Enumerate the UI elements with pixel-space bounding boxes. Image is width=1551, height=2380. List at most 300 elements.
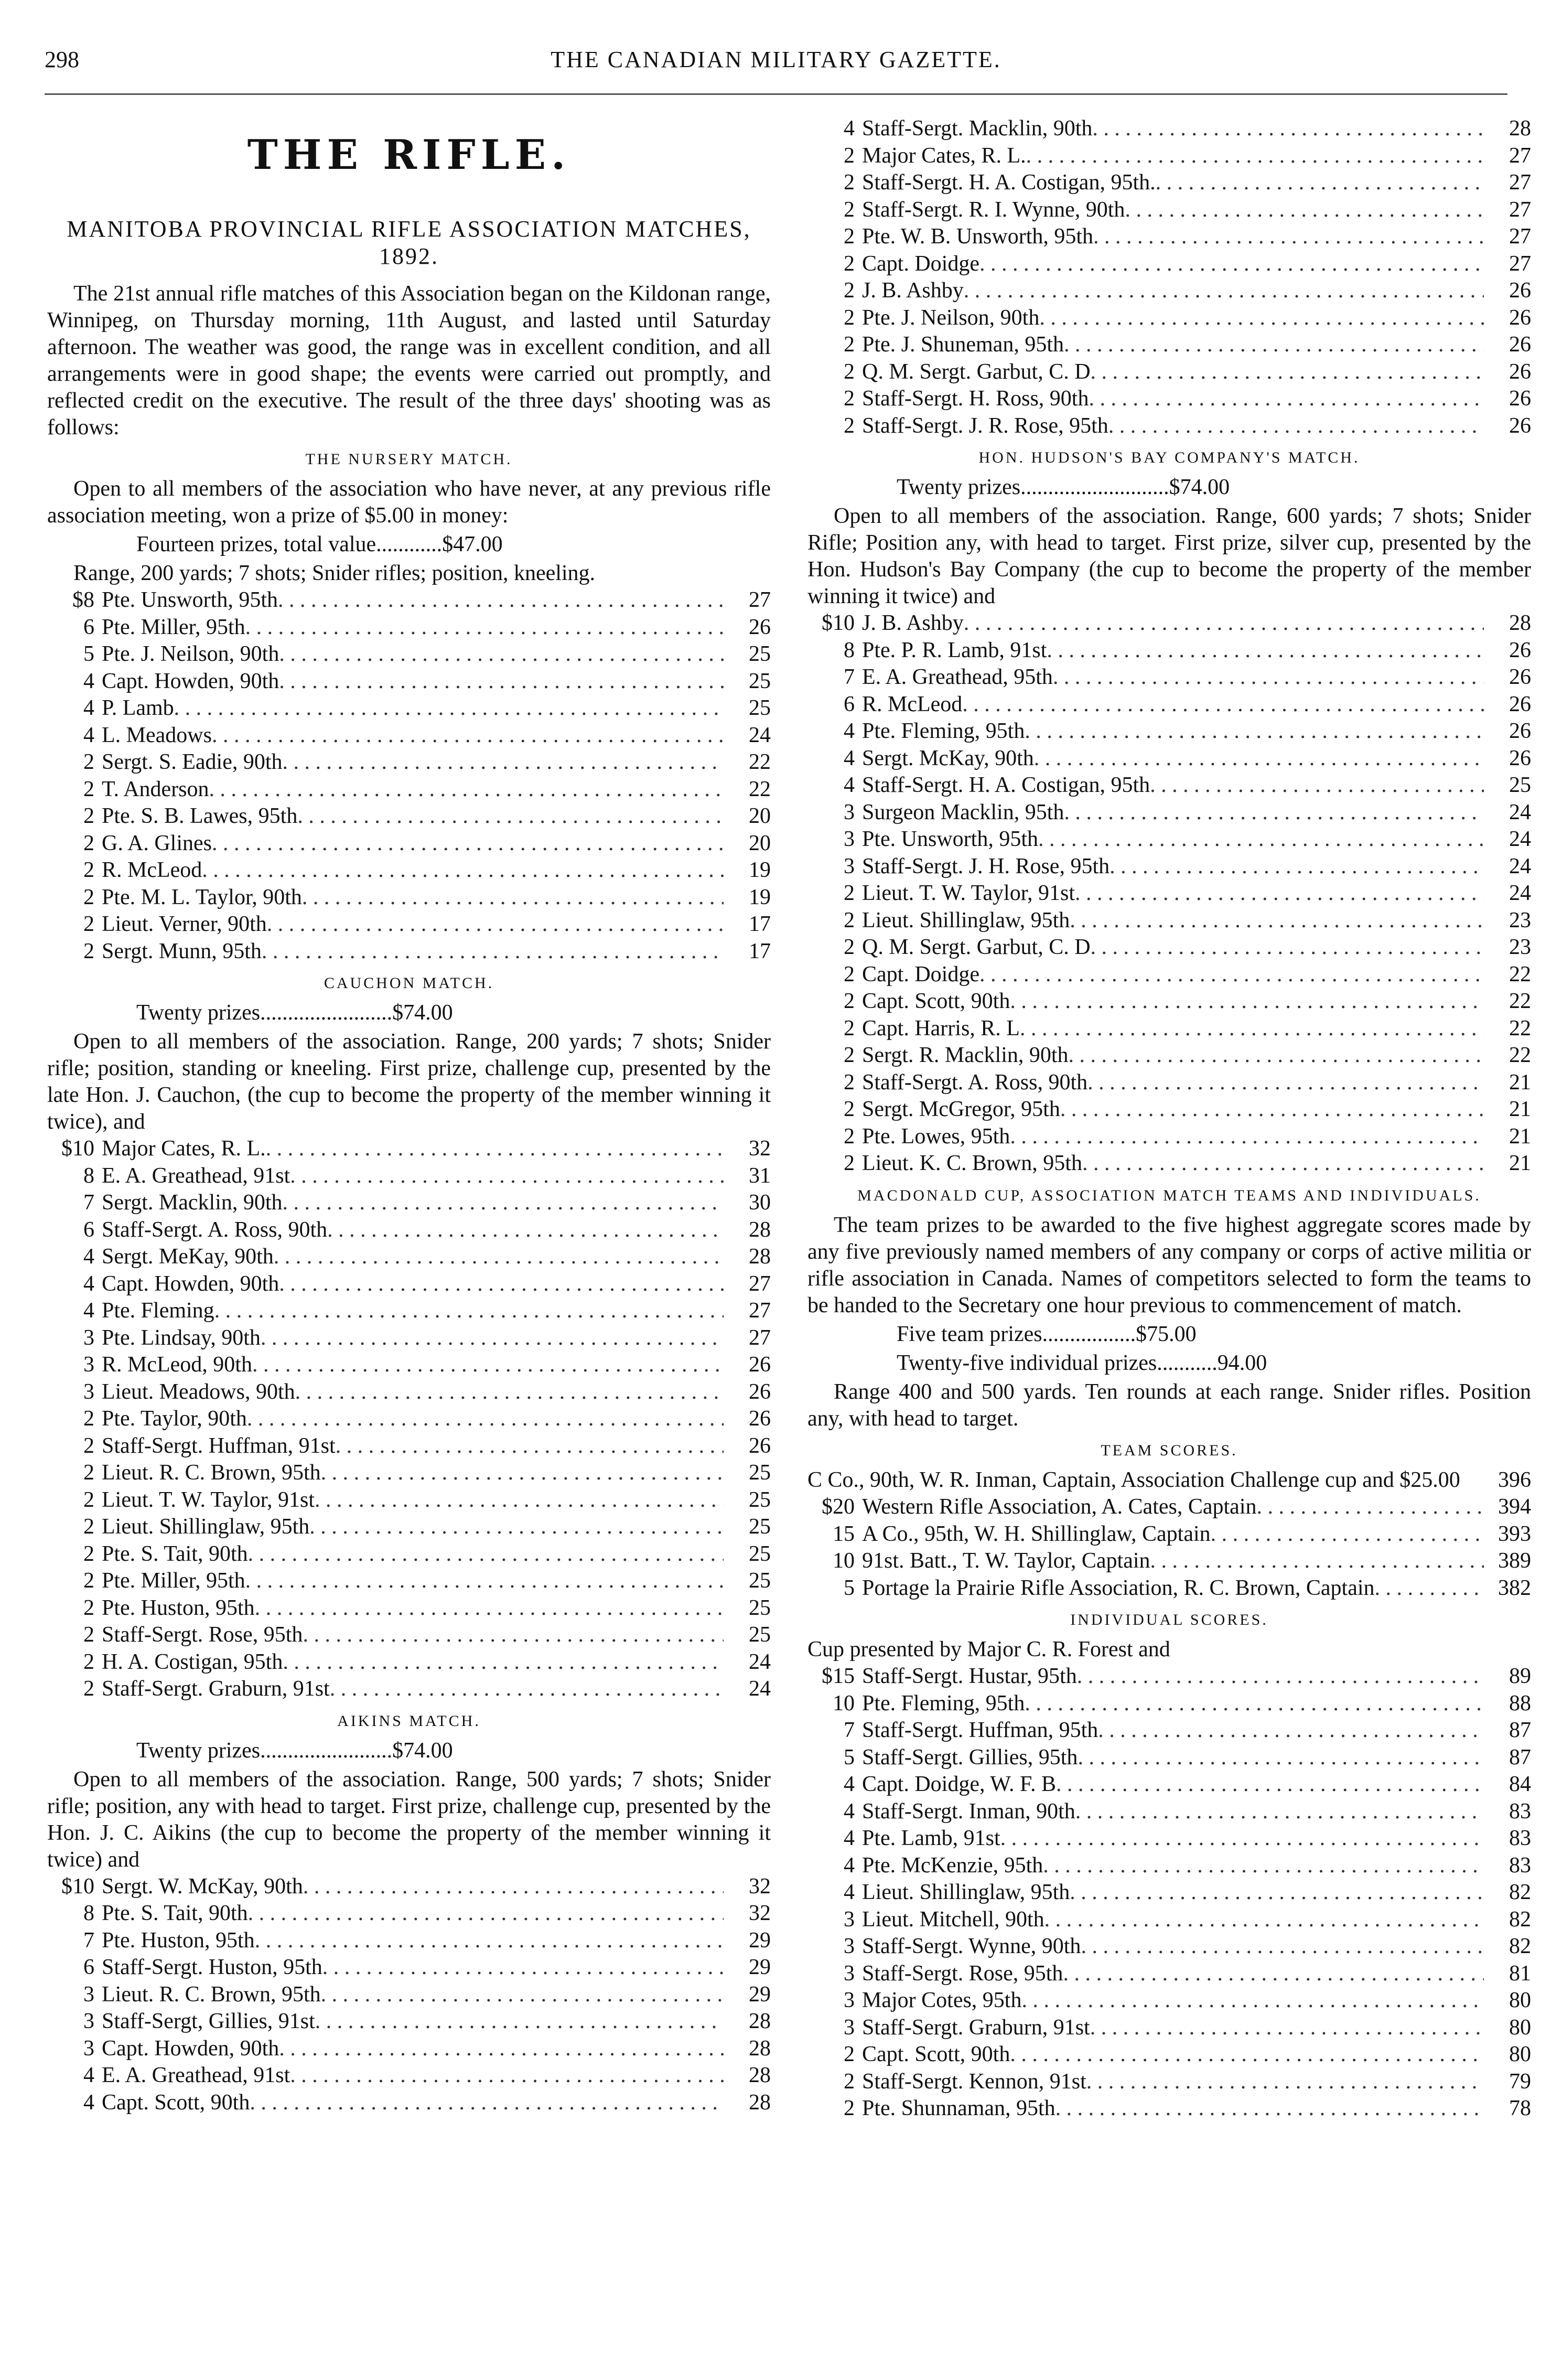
score-value: 28 bbox=[749, 2036, 771, 2061]
competitor-name: Staff-Sergt. Hustar, 95th bbox=[862, 1664, 1077, 1688]
competitor-name: Staff-Sergt. Huffman, 91st bbox=[102, 1433, 336, 1458]
prize-amount: 4 bbox=[83, 669, 94, 693]
result-row bbox=[807, 1150, 1531, 1177]
score-value: 25 bbox=[749, 696, 771, 720]
dot-leader bbox=[255, 1927, 724, 1955]
prize-amount: 15 bbox=[833, 1521, 855, 1546]
dot-leader bbox=[267, 911, 724, 938]
score-value: 25 bbox=[1509, 773, 1531, 797]
score-value: 27 bbox=[1509, 251, 1531, 276]
dot-leader bbox=[174, 695, 724, 722]
prize-amount: 2 bbox=[83, 1623, 94, 1647]
result-row bbox=[807, 2095, 1531, 2122]
prize-amount: 3 bbox=[844, 1988, 855, 2012]
dot-leader bbox=[248, 1900, 724, 1927]
prize-amount: $10 bbox=[61, 1874, 94, 1899]
dot-leader bbox=[1070, 1879, 1484, 1906]
nursery-open: Open to all members of the association who have never, at any previous rifle association meeting, won a prize of $5.00 in money: bbox=[47, 477, 771, 528]
result-row bbox=[47, 1487, 771, 1514]
prize-amount: 7 bbox=[844, 1718, 855, 1742]
score-value: 24 bbox=[1509, 800, 1531, 824]
prize-amount: $10 bbox=[61, 1137, 94, 1161]
prize-amount: 2 bbox=[83, 1541, 94, 1566]
result-row bbox=[807, 2041, 1531, 2068]
competitor-name: 91st. Batt., T. W. Taylor, Captain bbox=[862, 1549, 1150, 1573]
prize-amount: 2 bbox=[844, 224, 855, 249]
score-value: 25 bbox=[749, 1487, 771, 1512]
prize-amount: 2 bbox=[844, 1151, 855, 1175]
prize-amount: 2 bbox=[844, 1016, 855, 1041]
aikins-results bbox=[47, 1873, 771, 2117]
cauchon-open: Open to all members of the association. Range, 200 yards; 7 shots; Snider rifle; position, standing or kneeling. First prize, challenge cup, presented by the late Hon. J. Cauchon, (the cup to become the property of the member winning it twice), and bbox=[47, 1030, 771, 1134]
result-row bbox=[807, 1575, 1531, 1602]
score-value: 23 bbox=[1509, 908, 1531, 932]
prize-amount: 2 bbox=[844, 143, 855, 168]
competitor-name: Pte. J. Neilson, 90th bbox=[102, 642, 279, 666]
macdonald-individual-prizes: Twenty-five individual prizes...........94.00 bbox=[897, 1350, 1267, 1375]
dot-leader bbox=[1077, 1663, 1484, 1690]
result-row bbox=[47, 1927, 771, 1955]
competitor-name: Staff-Sergt. R. I. Wynne, 90th bbox=[862, 197, 1125, 222]
competitor-name: Western Rifle Association, A. Cates, Captain bbox=[862, 1495, 1257, 1519]
competitor-name: Staff-Sergt. Rose, 95th bbox=[102, 1623, 303, 1647]
hudson-heading: HON. HUDSON'S BAY COMPANY'S MATCH. bbox=[978, 449, 1360, 466]
competitor-name: Staff-Sergt. Rose, 95th bbox=[862, 1961, 1063, 1986]
score-value: 17 bbox=[749, 939, 771, 963]
score-value: 22 bbox=[749, 777, 771, 801]
score-value: 28 bbox=[1509, 611, 1531, 635]
score-value: 24 bbox=[1509, 827, 1531, 851]
competitor-name: R. McLeod, 90th bbox=[102, 1353, 252, 1377]
competitor-name: Sergt. W. McKay, 90th bbox=[102, 1874, 303, 1899]
score-value: 82 bbox=[1509, 1880, 1531, 1904]
result-row bbox=[807, 1663, 1531, 1690]
result-row bbox=[807, 115, 1531, 143]
competitor-name: T. Anderson bbox=[102, 777, 209, 801]
score-value: 26 bbox=[1509, 665, 1531, 689]
prize-amount: 3 bbox=[83, 1379, 94, 1404]
result-row bbox=[47, 1954, 771, 1981]
competitor-name: Lieut. R. C. Brown, 95th bbox=[102, 1982, 321, 2007]
result-row bbox=[807, 1548, 1531, 1575]
competitor-name: Pte. Lowes, 95th bbox=[862, 1124, 1010, 1149]
dot-leader bbox=[1026, 143, 1484, 170]
dot-leader bbox=[1021, 1987, 1484, 2014]
score-value: 20 bbox=[749, 831, 771, 855]
dot-leader bbox=[1091, 359, 1484, 386]
dot-leader bbox=[1081, 1933, 1484, 1960]
prize-amount: 3 bbox=[844, 2015, 855, 2040]
dot-leader bbox=[266, 1135, 724, 1163]
dot-leader bbox=[1000, 1825, 1484, 1852]
intro-paragraph: The 21st annual rifle matches of this Association began on the Kildonan range, Winnipeg, on Thursday morning, 11th August, and lasted until Saturday afternoon. The weather was good, the range was in excellent condition, and all arrangements were in good shape; the events were carried out promptly, and reflected credit on the executive. The result of the three days' shooting was as follows: bbox=[47, 282, 771, 439]
dot-leader bbox=[1078, 1744, 1484, 1772]
competitor-name: Pte. Lamb, 91st bbox=[862, 1826, 1000, 1850]
competitor-name: Pte. Lindsay, 90th bbox=[102, 1325, 261, 1350]
prize-amount: 2 bbox=[844, 251, 855, 276]
prize-amount: 2 bbox=[83, 1515, 94, 1539]
competitor-name: G. A. Glines bbox=[102, 831, 212, 855]
result-row bbox=[47, 1676, 771, 1703]
prize-amount: 3 bbox=[844, 1961, 855, 1986]
competitor-name: Capt. Howden, 90th bbox=[102, 2036, 279, 2061]
result-row bbox=[47, 641, 771, 668]
competitor-name: Capt. Howden, 90th bbox=[102, 669, 279, 693]
competitor-name: Q. M. Sergt. Garbut, C. D bbox=[862, 935, 1091, 959]
prize-amount: 5 bbox=[83, 642, 94, 666]
score-value: 28 bbox=[749, 2009, 771, 2033]
result-row bbox=[807, 637, 1531, 664]
dot-leader bbox=[321, 1460, 724, 1487]
dot-leader bbox=[1086, 2068, 1484, 2096]
score-value: 26 bbox=[749, 1407, 771, 1431]
result-row bbox=[807, 1987, 1531, 2014]
dot-leader bbox=[209, 776, 724, 803]
competitor-name: Staff-Sergt. A. Ross, 90th bbox=[102, 1217, 328, 1242]
competitor-name: Pte. Fleming, 95th bbox=[862, 719, 1025, 743]
hudson-open: Open to all members of the association. Range, 600 yards; 7 shots; Snider Rifle; Position any, with head to target. First prize, silver cup, presented by the Hon. Hudson's Bay Company (the cup to become the property of the member winning it twice) and bbox=[807, 504, 1531, 608]
competitor-name: Staff-Sergt. Huston, 95th bbox=[102, 1955, 322, 1979]
prize-amount: 2 bbox=[844, 359, 855, 384]
result-row bbox=[807, 305, 1531, 332]
competitor-name: Lieut. K. C. Brown, 95th bbox=[862, 1151, 1082, 1175]
prize-amount: 10 bbox=[833, 1691, 855, 1716]
competitor-name: Pte. P. R. Lamb, 91st bbox=[862, 638, 1047, 662]
prize-amount: 2 bbox=[83, 1407, 94, 1431]
competitor-name: Sergt. Macklin, 90th bbox=[102, 1191, 283, 1215]
dot-leader bbox=[1150, 1548, 1484, 1575]
dot-leader bbox=[250, 2089, 724, 2117]
prize-amount: 4 bbox=[844, 1799, 855, 1824]
score-value: 27 bbox=[1509, 197, 1531, 222]
result-row bbox=[807, 331, 1531, 359]
dot-leader bbox=[1125, 197, 1484, 224]
score-value: 22 bbox=[1509, 989, 1531, 1013]
prize-amount: 2 bbox=[844, 989, 855, 1013]
competitor-name: Lieut. Shillinglaw, 95th bbox=[862, 1880, 1070, 1904]
result-row bbox=[807, 907, 1531, 935]
competitor-name: Lieut. Shillinglaw, 95th bbox=[862, 908, 1070, 932]
prize-amount: 6 bbox=[83, 1955, 94, 1979]
prize-amount: 2 bbox=[83, 831, 94, 855]
result-row bbox=[47, 587, 771, 614]
aikins-open: Open to all members of the association. Range, 500 yards; 7 shots; Snider rifle; position, any with head to target. First prize, challenge cup, presented by the Hon. J. C. Aikins (the cup to become the property of the member winning it twice) and bbox=[47, 1767, 771, 1872]
competitor-name: A Co., 95th, W. H. Shillinglaw, Captain bbox=[862, 1521, 1211, 1546]
score-value: 20 bbox=[749, 804, 771, 828]
score-value: 84 bbox=[1509, 1772, 1531, 1796]
result-row bbox=[807, 772, 1531, 799]
prize-amount: 2 bbox=[844, 305, 855, 330]
score-value: 29 bbox=[749, 1928, 771, 1953]
score-value: 83 bbox=[1509, 1853, 1531, 1878]
result-row bbox=[807, 1521, 1531, 1548]
competitor-name: Staff-Sergt. Graburn, 91st bbox=[862, 2015, 1090, 2040]
score-value: 79 bbox=[1509, 2069, 1531, 2094]
page-number: 298 bbox=[45, 47, 79, 72]
score-value: 26 bbox=[1509, 359, 1531, 384]
dot-leader bbox=[1020, 1015, 1484, 1043]
prize-amount: 2 bbox=[844, 881, 855, 905]
score-value: 389 bbox=[1498, 1549, 1531, 1573]
prize-amount: 3 bbox=[83, 1325, 94, 1350]
dot-leader bbox=[247, 1406, 724, 1433]
result-row bbox=[807, 826, 1531, 853]
dot-leader bbox=[322, 1954, 724, 1981]
nursery-prizes: Fourteen prizes, total value............$47.00 bbox=[136, 532, 503, 556]
result-row bbox=[47, 884, 771, 912]
score-value: 26 bbox=[749, 1379, 771, 1404]
dot-leader bbox=[1089, 385, 1484, 413]
score-value: 31 bbox=[749, 1163, 771, 1188]
score-value: 89 bbox=[1509, 1664, 1531, 1688]
score-value: 22 bbox=[1509, 1016, 1531, 1041]
prize-amount: 4 bbox=[844, 116, 855, 141]
competitor-name: Pte. S. B. Lawes, 95th bbox=[102, 804, 298, 828]
prize-amount: 6 bbox=[83, 615, 94, 639]
score-value: 22 bbox=[1509, 1043, 1531, 1067]
dot-leader bbox=[1010, 988, 1484, 1015]
prize-amount: 2 bbox=[844, 387, 855, 411]
score-value: 28 bbox=[1509, 116, 1531, 141]
prize-amount: 2 bbox=[844, 1124, 855, 1149]
result-row bbox=[807, 664, 1531, 691]
score-value: 17 bbox=[749, 912, 771, 936]
dot-leader bbox=[1257, 1494, 1484, 1521]
competitor-name: Major Cates, R. L. bbox=[102, 1137, 266, 1161]
dot-leader bbox=[295, 1379, 724, 1406]
competitor-name: Lieut. Mitchell, 90th bbox=[862, 1907, 1044, 1932]
score-value: 87 bbox=[1509, 1745, 1531, 1770]
result-row bbox=[47, 1217, 771, 1244]
dot-leader bbox=[283, 1189, 724, 1217]
dot-leader bbox=[336, 1433, 724, 1460]
result-row bbox=[47, 2008, 771, 2035]
result-row bbox=[47, 695, 771, 722]
prize-amount: 2 bbox=[844, 908, 855, 932]
result-row bbox=[47, 911, 771, 938]
competitor-name: Pte. Shunnaman, 95th bbox=[862, 2096, 1055, 2120]
score-value: 27 bbox=[749, 1271, 771, 1296]
aikins-prizes: Twenty prizes........................$74.00 bbox=[136, 1738, 453, 1763]
result-row bbox=[807, 1690, 1531, 1718]
cauchon-heading: CAUCHON MATCH. bbox=[324, 974, 494, 992]
score-value: 25 bbox=[749, 1623, 771, 1647]
competitor-name: Staff-Sergt. J. H. Rose, 95th bbox=[862, 854, 1110, 878]
dot-leader bbox=[1375, 1575, 1484, 1602]
prize-amount: 8 bbox=[83, 1901, 94, 1925]
competitor-name: Major Cotes, 95th bbox=[862, 1988, 1022, 2012]
competitor-name: E. A. Greathead, 91st bbox=[102, 2063, 290, 2087]
dot-leader bbox=[1090, 2014, 1484, 2042]
score-value: 29 bbox=[749, 1955, 771, 1979]
dot-leader bbox=[274, 1243, 724, 1271]
dot-leader bbox=[1093, 223, 1484, 251]
competitor-name: Sergt. S. Eadie, 90th bbox=[102, 750, 283, 774]
nursery-results bbox=[47, 587, 771, 965]
dot-leader bbox=[262, 938, 724, 966]
competitor-name: Pte. S. Tait, 90th bbox=[102, 1541, 248, 1566]
result-row bbox=[47, 668, 771, 695]
prize-amount: 3 bbox=[83, 2036, 94, 2061]
dot-leader bbox=[290, 2062, 724, 2089]
result-row bbox=[807, 610, 1531, 637]
score-value: 26 bbox=[1509, 333, 1531, 357]
score-value: 394 bbox=[1498, 1495, 1531, 1519]
prize-amount: 2 bbox=[844, 170, 855, 195]
score-value: 78 bbox=[1509, 2096, 1531, 2120]
prize-amount: 2 bbox=[844, 2069, 855, 2094]
prize-amount: 8 bbox=[83, 1163, 94, 1188]
result-row bbox=[807, 1933, 1531, 1960]
dot-leader bbox=[1025, 718, 1484, 745]
prize-amount: 2 bbox=[83, 1649, 94, 1674]
competitor-name: Staff-Sergt. H. A. Costigan, 95th. bbox=[862, 170, 1156, 195]
competitor-name: P. Lamb bbox=[102, 696, 174, 720]
hudson-prizes: Twenty prizes...........................$74.00 bbox=[897, 475, 1230, 499]
prize-amount: 2 bbox=[83, 939, 94, 963]
prize-amount: 2 bbox=[83, 1487, 94, 1512]
score-value: 21 bbox=[1509, 1070, 1531, 1095]
prize-amount: 2 bbox=[83, 1569, 94, 1593]
score-value: 32 bbox=[749, 1874, 771, 1899]
masthead-title: THE CANADIAN MILITARY GAZETTE. bbox=[551, 47, 1001, 72]
prize-amount: 4 bbox=[844, 1826, 855, 1850]
score-value: 81 bbox=[1509, 1961, 1531, 1986]
competitor-name: Capt. Howden, 90th bbox=[102, 1271, 279, 1296]
score-value: 25 bbox=[749, 1595, 771, 1620]
prize-amount: 2 bbox=[83, 1677, 94, 1701]
dot-leader bbox=[279, 2035, 724, 2063]
result-row bbox=[807, 1960, 1531, 1988]
result-row bbox=[47, 1433, 771, 1460]
prize-amount: 4 bbox=[844, 773, 855, 797]
dot-leader bbox=[1108, 413, 1484, 440]
competitor-name: Lieut. Meadows, 90th bbox=[102, 1379, 295, 1404]
prize-amount: 6 bbox=[844, 692, 855, 716]
aikins-results-continued bbox=[807, 115, 1531, 439]
result-row bbox=[807, 1744, 1531, 1772]
team-scores-heading: TEAM SCORES. bbox=[1101, 1441, 1238, 1459]
prize-amount: 3 bbox=[83, 1353, 94, 1377]
dot-leader bbox=[303, 1873, 724, 1901]
competitor-name: Surgeon Macklin, 95th bbox=[862, 800, 1064, 824]
dot-leader bbox=[283, 1649, 724, 1676]
prize-amount: 3 bbox=[844, 1934, 855, 1958]
result-row bbox=[47, 1981, 771, 2009]
result-row bbox=[807, 799, 1531, 827]
dot-leader bbox=[964, 610, 1484, 637]
result-row bbox=[47, 1568, 771, 1595]
score-value: 27 bbox=[1509, 170, 1531, 195]
prize-amount: 3 bbox=[844, 854, 855, 878]
score-value: 24 bbox=[749, 1649, 771, 1674]
team-score-first bbox=[807, 1467, 1531, 1494]
score-value: 21 bbox=[1509, 1151, 1531, 1175]
result-row bbox=[807, 2014, 1531, 2042]
nursery-heading: THE NURSERY MATCH. bbox=[305, 451, 513, 468]
dot-leader bbox=[1039, 305, 1484, 332]
prize-amount: 2 bbox=[83, 885, 94, 909]
competitor-name: Pte. Miller, 95th bbox=[102, 1569, 245, 1593]
dot-leader bbox=[1082, 1150, 1484, 1177]
score-value: 27 bbox=[749, 588, 771, 612]
competitor-name: Q. M. Sergt. Garbut, C. D bbox=[862, 359, 1091, 384]
prize-amount: 2 bbox=[844, 962, 855, 987]
prize-amount: 7 bbox=[83, 1191, 94, 1215]
dot-leader bbox=[248, 1541, 724, 1568]
result-row bbox=[807, 251, 1531, 278]
prize-amount: 2 bbox=[83, 1433, 94, 1458]
dot-leader bbox=[1044, 1906, 1484, 1934]
prize-amount: 2 bbox=[844, 413, 855, 438]
score-value: 30 bbox=[749, 1191, 771, 1215]
competitor-name: Capt. Doidge bbox=[862, 962, 979, 987]
result-row bbox=[807, 1042, 1531, 1069]
dot-leader bbox=[290, 1163, 724, 1190]
result-row bbox=[47, 1352, 771, 1379]
competitor-name: R. McLeod bbox=[102, 858, 202, 882]
dot-leader bbox=[1091, 934, 1484, 961]
score-value: 27 bbox=[1509, 224, 1531, 249]
prize-amount: $10 bbox=[822, 611, 855, 635]
result-row bbox=[47, 803, 771, 830]
dot-leader bbox=[1034, 745, 1484, 773]
prize-amount: 4 bbox=[83, 696, 94, 720]
result-row bbox=[47, 2062, 771, 2089]
dot-leader bbox=[252, 1352, 724, 1379]
competitor-name: Sergt. R. Macklin, 90th bbox=[862, 1043, 1069, 1067]
competitor-name: Staff-Sergt. H. Ross, 90th bbox=[862, 387, 1089, 411]
prize-amount: 2 bbox=[83, 777, 94, 801]
competitor-name: Staff-Sergt. Macklin, 90th bbox=[862, 116, 1093, 141]
dot-leader bbox=[245, 614, 724, 641]
macdonald-team-prizes: Five team prizes.................$75.00 bbox=[897, 1322, 1197, 1346]
score-value: 26 bbox=[1509, 638, 1531, 662]
competitor-name: Pte. McKenzie, 95th bbox=[862, 1853, 1043, 1878]
dot-leader bbox=[964, 277, 1484, 305]
result-row bbox=[47, 614, 771, 641]
result-row bbox=[47, 1460, 771, 1487]
prize-amount: 2 bbox=[844, 935, 855, 959]
competitor-name: Pte. S. Tait, 90th bbox=[102, 1901, 248, 1925]
score-value: 382 bbox=[1498, 1575, 1531, 1600]
result-row bbox=[807, 413, 1531, 440]
result-row bbox=[47, 776, 771, 803]
dot-leader bbox=[1043, 1852, 1484, 1880]
score-value: 21 bbox=[1509, 1097, 1531, 1121]
dot-leader bbox=[1064, 331, 1484, 359]
dot-leader bbox=[212, 830, 724, 857]
score-value: 25 bbox=[749, 642, 771, 666]
dot-leader bbox=[202, 857, 724, 884]
competitor-name: Staff-Sergt. A. Ross, 90th bbox=[862, 1070, 1088, 1095]
result-row bbox=[807, 745, 1531, 773]
dot-leader bbox=[1211, 1521, 1484, 1548]
score-value: 32 bbox=[749, 1901, 771, 1925]
result-row bbox=[47, 830, 771, 857]
result-row bbox=[807, 1717, 1531, 1744]
competitor-name: Staff-Sergt. Kennon, 91st bbox=[862, 2069, 1086, 2094]
prize-amount: 5 bbox=[844, 1575, 855, 1600]
dot-leader bbox=[1038, 826, 1484, 853]
aikins-heading: AIKINS MATCH. bbox=[337, 1712, 481, 1730]
score-value: 28 bbox=[749, 1217, 771, 1242]
prize-amount: $8 bbox=[72, 588, 94, 612]
prize-amount: 2 bbox=[844, 2096, 855, 2120]
prize-amount: 4 bbox=[83, 1245, 94, 1269]
score-value: 80 bbox=[1509, 2015, 1531, 2040]
competitor-name: Pte. Unsworth, 95th bbox=[102, 588, 278, 612]
